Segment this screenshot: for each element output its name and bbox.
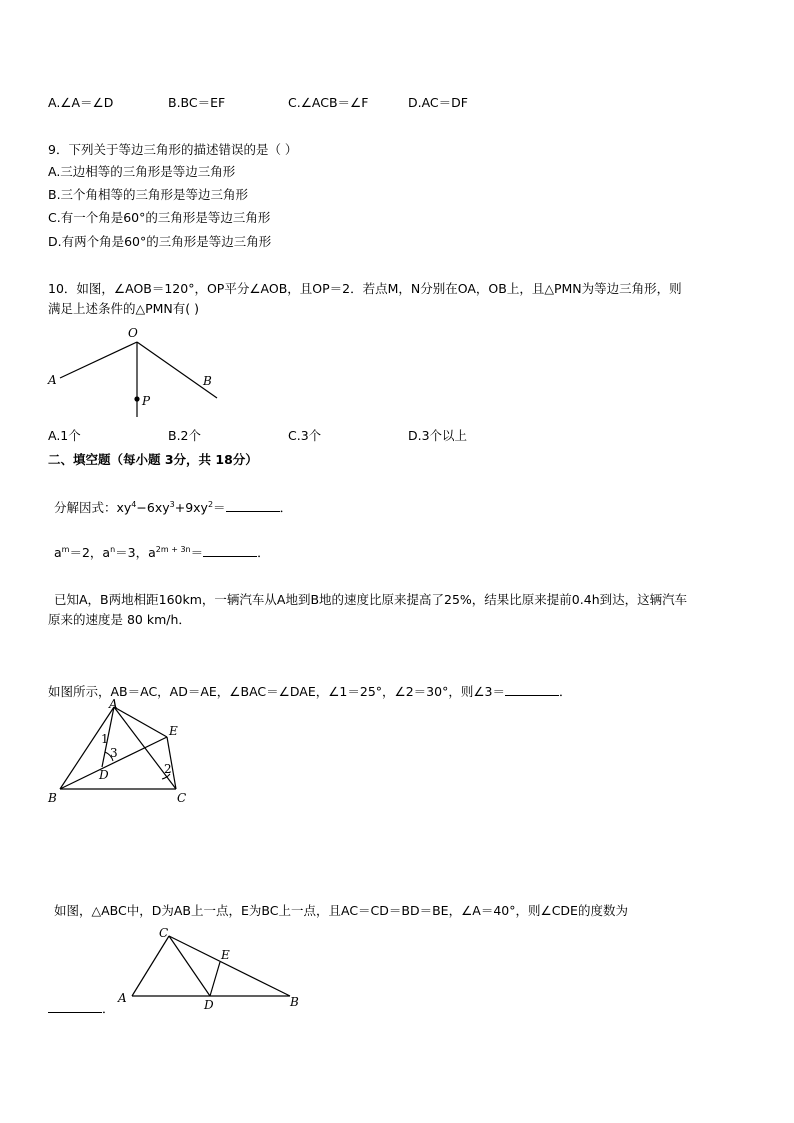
fill1-exp1: 4 <box>131 500 137 509</box>
q8-option-a: A.∠A＝∠D <box>48 95 114 110</box>
label-angle-3: 3 <box>110 746 118 760</box>
label-b: B <box>48 791 57 805</box>
label-e: E <box>221 948 230 962</box>
fill2-t1: a <box>54 545 62 560</box>
fill4-figure <box>42 697 202 809</box>
fill1-answer-blank <box>226 499 280 512</box>
q9-stem: 9．下列关于等边三角形的描述错误的是（ ） <box>48 142 298 157</box>
q10-stem-line2: 满足上述条件的△PMN有( ) <box>48 301 200 316</box>
q9-option-a: A.三边相等的三角形是等边三角形 <box>48 164 236 179</box>
fill2-t4: ＝ <box>190 545 204 560</box>
point-p-dot <box>134 396 139 401</box>
fill5-answer-line <box>48 1000 115 1017</box>
q8-option-d: D.AC＝DF <box>408 95 468 110</box>
label-o: O <box>128 326 138 340</box>
segment-ae <box>114 707 167 737</box>
fill4-answer-blank <box>505 683 559 696</box>
fill2-t3: ＝3，a <box>115 545 156 560</box>
label-p: P <box>142 394 151 408</box>
segment-bde <box>60 737 167 789</box>
fill1-period: ． <box>279 500 293 515</box>
label-a: A <box>109 697 118 711</box>
q9-option-b: B.三个角相等的三角形是等边三角形 <box>48 187 249 202</box>
label-d: D <box>99 768 109 782</box>
fill5-answer-blank <box>48 1000 102 1013</box>
fill2-e3: 2m + 3n <box>155 545 191 554</box>
segment-cd <box>169 936 210 996</box>
label-a: A <box>118 991 127 1005</box>
q10-option-b: B.2个 <box>168 428 202 443</box>
fill1-suffix: ＝ <box>213 500 226 515</box>
q8-option-b: B.BC＝EF <box>168 95 226 110</box>
label-c: C <box>159 926 169 940</box>
q10-option-c: C.3个 <box>288 428 322 443</box>
q10-figure <box>40 322 240 422</box>
q9-option-c: C.有一个角是60°的三角形是等边三角形 <box>48 210 271 225</box>
fill1-exp2: 3 <box>169 500 175 509</box>
fill2-e2: n <box>110 545 116 554</box>
fill4-stem: 如图所示，AB＝AC，AD＝AE，∠BAC＝∠DAE，∠1＝25°，∠2＝30°，则∠3＝ <box>48 684 506 699</box>
fill3-line1: 已知A，B两地相距160km，一辆汽车从A地到B地的速度比原来提高了25%，结果比原来提前0.4h到达，这辆汽车 <box>54 592 688 607</box>
label-angle-1: 1 <box>101 732 109 746</box>
q10-stem-line1: 10．如图，∠AOB＝120°，OP平分∠AOB，且OP＝2．若点M，N分别在OA，OB上，且△PMN为等边三角形，则 <box>48 281 682 296</box>
q10-option-d: D.3个以上 <box>408 428 468 443</box>
fill1-mid1: −6xy <box>136 500 170 515</box>
fill5-figure <box>112 924 312 1014</box>
q10-option-a: A.1个 <box>48 428 81 443</box>
label-d: D <box>204 998 214 1012</box>
fill1-prefix: 分解因式：xy <box>54 500 132 515</box>
label-angle-2: 2 <box>164 762 172 776</box>
q8-option-c: C.∠ACB＝∠F <box>288 95 369 110</box>
fill1-question <box>54 499 292 516</box>
ray-ob <box>137 342 217 398</box>
segment-cb <box>169 936 290 996</box>
label-b: B <box>290 995 299 1009</box>
label-c: C <box>177 791 187 805</box>
q9-option-d: D.有两个角是60°的三角形是等边三角形 <box>48 234 272 249</box>
fill5-period: ． <box>102 1001 115 1016</box>
label-b: B <box>203 374 212 388</box>
label-e: E <box>169 724 178 738</box>
section2-heading: 二、填空题（每小题 3分，共 18分） <box>48 452 258 467</box>
label-a: A <box>48 373 57 387</box>
fill2-period: ． <box>257 545 270 560</box>
fill2-t2: ＝2，a <box>69 545 111 560</box>
fill4-period: ． <box>559 684 572 699</box>
segment-ac <box>132 936 169 996</box>
ray-oa <box>60 342 137 378</box>
fill2-answer-blank <box>203 544 257 557</box>
fill2-e1: m <box>61 545 70 554</box>
fill1-mid2: +9xy <box>174 500 208 515</box>
fill1-exp3: 2 <box>207 500 214 509</box>
segment-de <box>210 962 220 996</box>
fill3-line2: 原来的速度是 80 km/h． <box>48 612 191 627</box>
fill5-stem: 如图，△ABC中，D为AB上一点，E为BC上一点，且AC＝CD＝BD＝BE，∠A＝40°，则∠CDE的度数为 <box>54 903 628 918</box>
fill2-question <box>54 544 270 561</box>
